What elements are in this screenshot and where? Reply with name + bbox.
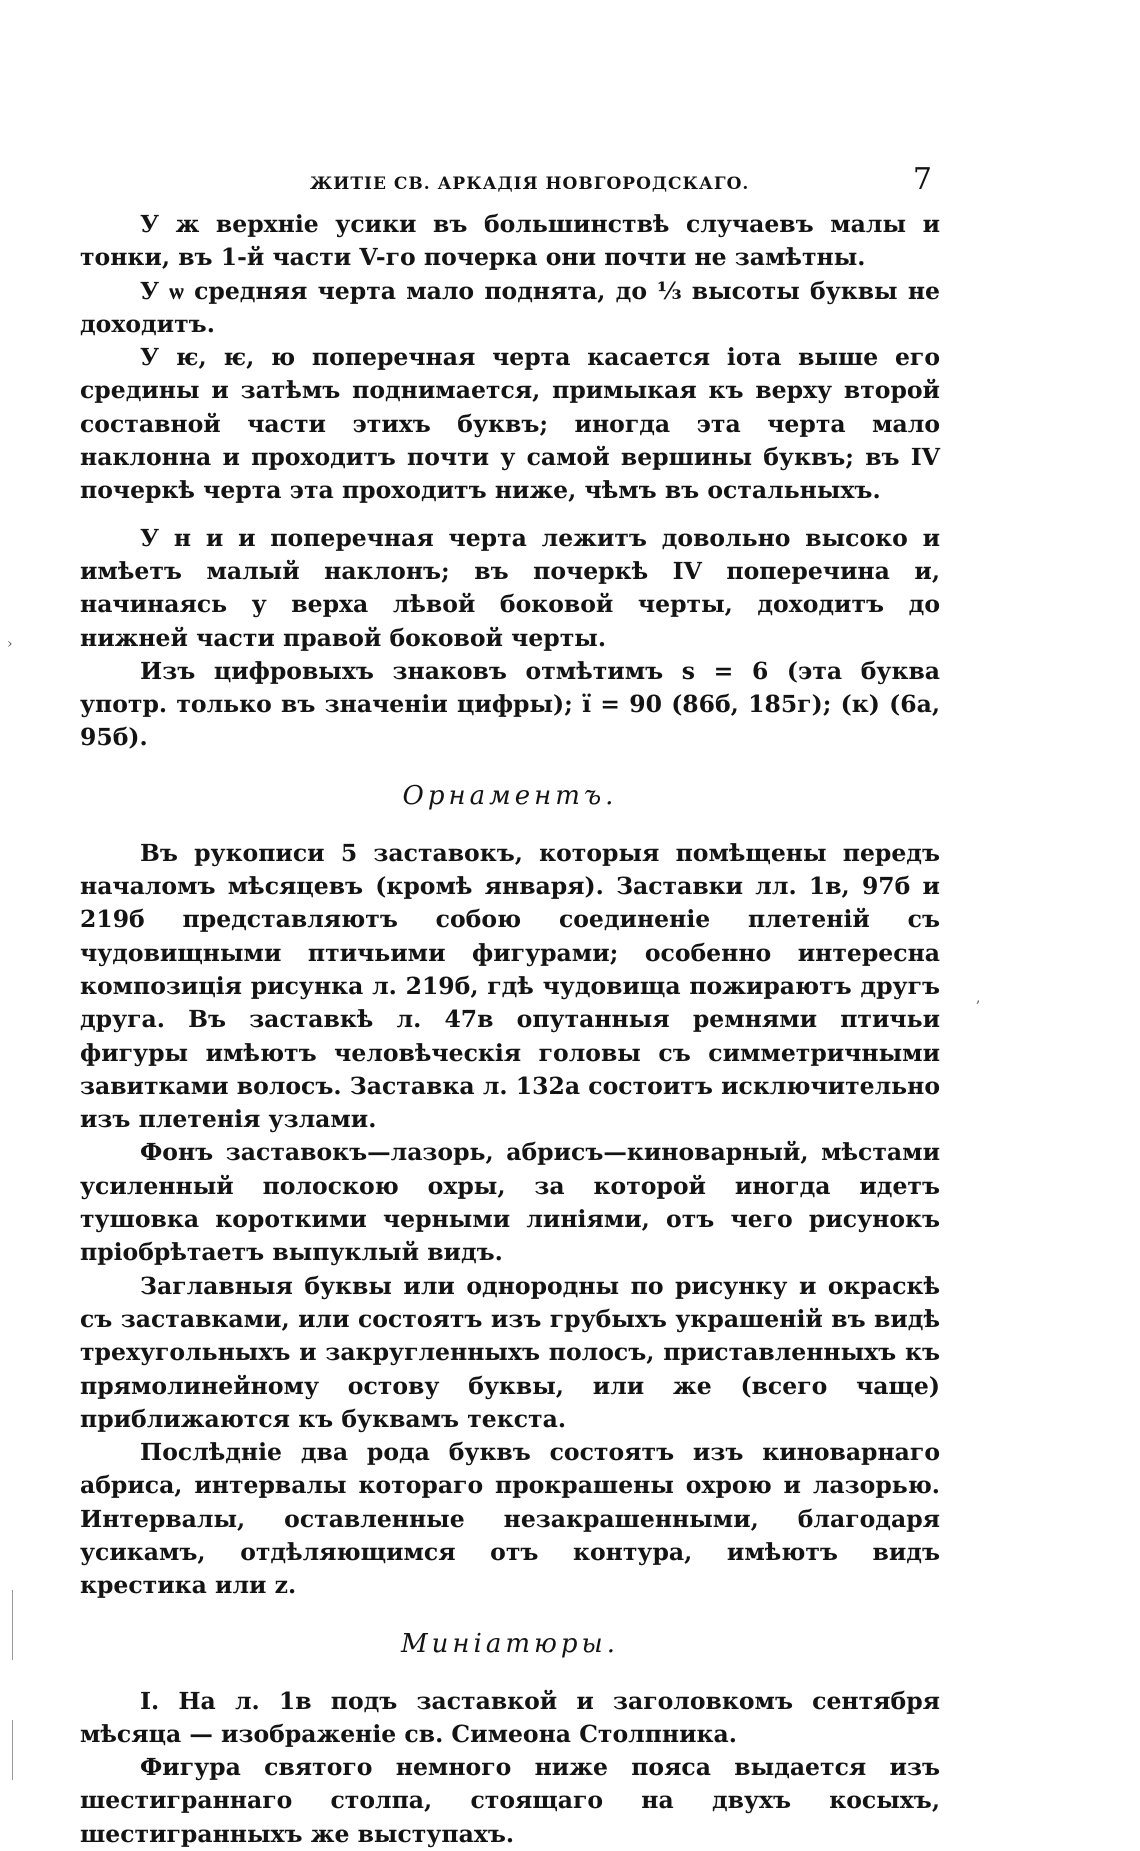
paragraph: Изъ цифровыхъ знаковъ отмѣтимъ ѕ = 6 (эта буква употр. только въ значеніи цифры); ї = 90 (86б, 185г); (к) (6а, 95б). (80, 656, 940, 752)
paragraph: Заглавныя буквы или однородны по рисунку и окраскѣ съ заставками, или состоятъ изъ грубыхъ украшеній въ видѣ трехугольныхъ и закругленныхъ полосъ, приставленныхъ къ прямолинейному остову буквы, или же (всего чаще) приближаются къ буквамъ текста. (80, 1271, 940, 1433)
paragraph: Въ рукописи 5 заставокъ, которыя помѣщены передъ началомъ мѣсяцевъ (кромѣ января). Заставки лл. 1в, 97б и 219б представляютъ собою соединеніе плетеній съ чудовищными птичьими фигурами; особенно интересна композиція рисунка л. 219б, гдѣ чудовища пожираютъ другъ друга. Въ заставкѣ л. 47в опутанныя ремнями птичьи фигуры имѣютъ человѣческія головы съ симметричными завитками волосъ. Заставка л. 132а состоитъ исключительно изъ плетенія узлами. (80, 838, 940, 1134)
paragraph: Фонъ заставокъ—лазорь, абрисъ—киноварный, мѣстами усиленный полоскою охры, за которой иногда идетъ тушовка короткими черными линіями, отъ чего рисунокъ пріобрѣтаетъ выпуклый видъ. (80, 1138, 940, 1267)
paragraph: I. На л. 1в подъ заставкой и заголовкомъ сентября мѣсяца — изображеніе св. Симеона Столпника. (80, 1686, 940, 1748)
margin-mark: › (7, 636, 13, 652)
section-heading-miniatures: Миніатюры. (401, 1628, 619, 1659)
paragraph: У ж верхніе усики въ большинствѣ случаевъ малы и тонки, въ 1-й части V-го почерка они почти не замѣтны. (80, 210, 940, 272)
running-title: ЖИТІЕ СВ. АРКАДІЯ НОВГОРОДСКАГО. (310, 174, 750, 194)
scan-edge-line (12, 1590, 13, 1660)
page-body (80, 160, 940, 1851)
paragraph: У ѥ, ѥ, ю поперечная черта касается іота выше его средины и затѣмъ поднимается, примыкая къ верху второй составной части этихъ буквъ; иногда эта черта мало наклонна и проходитъ почти у самой вершины буквъ; въ IV почеркѣ черта эта проходитъ ниже, чѣмъ въ остальныхъ. (80, 343, 940, 505)
page-number: 7 (912, 162, 932, 197)
page-header (80, 160, 940, 208)
margin-mark: , (976, 990, 981, 1006)
section-heading-ornament: Орнаментъ. (402, 780, 618, 811)
paragraph: Фигура святого немного ниже пояса выдается изъ шестиграннаго столпа, стоящаго на двухъ косыхъ, шестигранныхъ же выступахъ. (80, 1753, 940, 1848)
paragraph: У ѡ средняя черта мало поднята, до ⅓ высоты буквы не доходитъ. (80, 276, 940, 338)
scan-edge-line (12, 1720, 13, 1780)
paragraph: Послѣдніе два рода буквъ состоятъ изъ киноварнаго абриса, интервалы котораго прокрашены охрою и лазорью. Интервалы, оставленные незакрашенными, благодаря усикамъ, отдѣляющимся отъ контура, имѣютъ видъ крестика или z. (80, 1438, 940, 1600)
paragraph: У н и и поперечная черта лежитъ довольно высоко и имѣетъ малый наклонъ; въ почеркѣ IV поперечина и, начинаясь у верха лѣвой боковой черты, доходитъ до нижней части правой боковой черты. (80, 523, 940, 652)
